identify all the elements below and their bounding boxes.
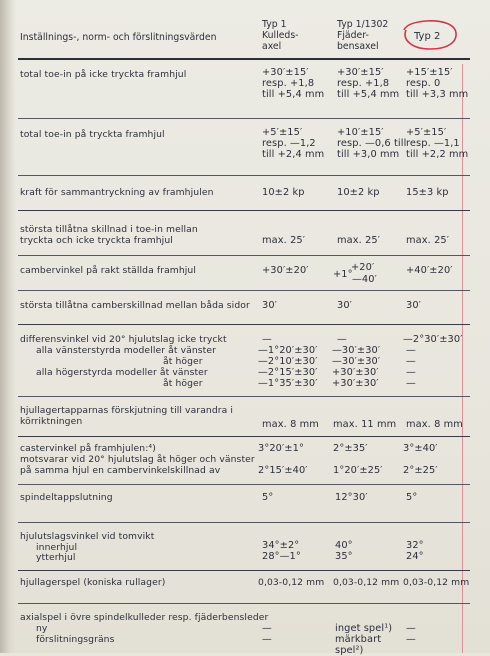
cell: spel²) bbox=[335, 645, 364, 656]
cell: —1°20′±30′ bbox=[258, 345, 318, 356]
row-rule bbox=[18, 570, 470, 571]
cell: max. 25′ bbox=[262, 235, 306, 246]
cell: +30′±20′ bbox=[262, 265, 309, 276]
row-label-arm-offset-1: hjullagertapparnas förskjutning till varandra i bbox=[20, 405, 234, 416]
cell: —2°15′±30′ bbox=[258, 367, 318, 378]
row-rule bbox=[18, 175, 470, 176]
cell: +40′±20′ bbox=[406, 265, 453, 276]
cell: max. 25′ bbox=[406, 235, 450, 246]
cell: —1°35′±30′ bbox=[258, 378, 318, 389]
cell: max. 8 mm bbox=[262, 419, 319, 430]
row-label-compression-force: kraft för sammantryckning av framhjulen bbox=[20, 187, 214, 198]
cell: +15′±15′ bbox=[406, 67, 453, 78]
row-rule bbox=[18, 210, 470, 211]
row-sublabel: förslitningsgräns bbox=[36, 634, 115, 645]
row-label-diff-angle: differensvinkel vid 20° hjulutslag icke tryckt bbox=[20, 334, 227, 345]
cell: resp. +1,8 bbox=[337, 78, 390, 89]
cell: 2°±25′ bbox=[403, 465, 438, 476]
cell: till +3,3 mm bbox=[406, 89, 469, 100]
cell: 3°±40′ bbox=[403, 443, 438, 454]
page-shadow-edge bbox=[0, 0, 16, 653]
col2-header-line2: Fjäder- bbox=[337, 30, 369, 41]
row-rule bbox=[18, 324, 470, 325]
cell: 32° bbox=[406, 540, 424, 551]
row-sublabel: innerhjul bbox=[36, 542, 78, 553]
cell: 5° bbox=[262, 492, 274, 503]
row-rule bbox=[18, 255, 470, 256]
cell: —2°10′±30′ bbox=[258, 356, 318, 367]
row-label-camber-diff: största tillåtna camberskillnad mellan båda sidor bbox=[20, 300, 250, 311]
col2-header-line1: Typ 1/1302 bbox=[337, 19, 389, 30]
cell: —30′±30′ bbox=[332, 356, 381, 367]
cell: till +2,2 mm bbox=[406, 149, 469, 160]
cell: 0,03-0,12 mm bbox=[258, 577, 325, 588]
cell: —2°30′±30′ bbox=[403, 334, 463, 345]
row-rule bbox=[18, 396, 470, 397]
cell: resp. 0 bbox=[406, 78, 441, 89]
cell: 40° bbox=[335, 540, 353, 551]
cell: 30′ bbox=[337, 300, 352, 311]
row-label-caster-3: på samma hjul en cambervinkelskillnad av bbox=[20, 465, 221, 476]
row-sublabel: ytterhjul bbox=[36, 552, 76, 563]
row-label-kingpin: spindeltappslutning bbox=[20, 492, 113, 503]
cell: — bbox=[262, 634, 272, 645]
cell: max. 11 mm bbox=[333, 419, 397, 430]
cell: 34°±2° bbox=[262, 540, 300, 551]
cell: resp. +1,8 bbox=[262, 78, 315, 89]
cell: 3°20′±1° bbox=[258, 443, 304, 454]
row-rule bbox=[18, 290, 470, 291]
cell: — bbox=[262, 334, 272, 345]
row-label-bearing-play: hjullagerspel (koniska rullager) bbox=[20, 577, 166, 588]
cell: +30′±15′ bbox=[262, 67, 309, 78]
row-label-axial-play: axialspel i övre spindelkulleder resp. fjäderbensleder bbox=[20, 612, 269, 623]
cell: +5′±15′ bbox=[406, 127, 447, 138]
cell: +5′±15′ bbox=[262, 127, 303, 138]
col1-header-line1: Typ 1 bbox=[262, 19, 287, 30]
cell: till +5,4 mm bbox=[262, 89, 325, 100]
cell: märkbart bbox=[335, 634, 382, 645]
row-rule bbox=[18, 522, 470, 523]
cell: resp. —0,6 till bbox=[337, 138, 407, 149]
cell: +30′±15′ bbox=[337, 67, 384, 78]
cell: resp. —1,1 bbox=[406, 138, 460, 149]
cell: —30′±30′ bbox=[332, 345, 381, 356]
cell: 2°15′±40′ bbox=[258, 465, 308, 476]
cell: — bbox=[406, 623, 416, 634]
row-label-camber: cambervinkel på rakt ställda framhjul bbox=[20, 265, 197, 276]
row-rule bbox=[18, 603, 470, 604]
cell: max. 25′ bbox=[337, 235, 381, 246]
row-label-arm-offset-2: körriktningen bbox=[20, 416, 83, 427]
col2-header-line3: bensaxel bbox=[337, 41, 379, 52]
cell: 30′ bbox=[262, 300, 277, 311]
cell: inget spel¹) bbox=[335, 623, 393, 634]
row-sublabel: åt höger bbox=[163, 356, 203, 367]
cell: 2°±35′ bbox=[333, 443, 368, 454]
col3-header: Typ 2 bbox=[414, 31, 441, 42]
cell: — bbox=[262, 623, 272, 634]
cell: — bbox=[406, 634, 416, 645]
cell: — bbox=[406, 378, 416, 389]
row-label-turn-angle: hjulutslagsvinkel vid tomvikt bbox=[20, 531, 155, 542]
header-rule bbox=[18, 58, 470, 60]
cell: +30′±30′ bbox=[332, 367, 379, 378]
cell: 24° bbox=[406, 551, 424, 562]
cell: till +2,4 mm bbox=[262, 149, 325, 160]
col1-header-line2: Kulleds- bbox=[262, 30, 299, 41]
cell: 10±2 kp bbox=[337, 187, 380, 198]
cell: 28°—1° bbox=[262, 551, 301, 562]
cell: 30′ bbox=[406, 300, 421, 311]
row-label-toe-diff-2: tryckta och icke tryckta framhjul bbox=[20, 235, 173, 246]
red-circle-annotation bbox=[398, 18, 460, 52]
cell: 0,03-0,12 mm bbox=[403, 577, 470, 588]
row-rule bbox=[18, 118, 470, 119]
row-label-toe-untensioned: total toe-in på icke tryckta framhjul bbox=[20, 69, 187, 80]
cell: +10′±15′ bbox=[337, 127, 384, 138]
cell: — bbox=[406, 356, 416, 367]
cell: max. 8 mm bbox=[406, 419, 463, 430]
col1-header-line3: axel bbox=[262, 41, 282, 52]
row-label-caster-2: motsvarar vid 20° hjulutslag åt höger och vänster bbox=[20, 454, 255, 465]
cell: — bbox=[337, 334, 347, 345]
row-rule bbox=[18, 436, 470, 437]
cell: +30′±30′ bbox=[332, 378, 379, 389]
row-rule bbox=[18, 484, 470, 485]
cell: +20′ bbox=[351, 262, 375, 273]
row-label-toe-diff-1: största tillåtna skillnad i toe-in mellan bbox=[20, 224, 198, 235]
cell: resp. —1,2 bbox=[262, 138, 316, 149]
cell: 15±3 kp bbox=[406, 187, 449, 198]
cell: —40′ bbox=[352, 274, 377, 285]
row-sublabel: alla vänsterstyrda modeller åt vänster bbox=[36, 345, 216, 356]
cell: 10±2 kp bbox=[262, 187, 305, 198]
row-sublabel: alla högerstyrda modeller åt vänster bbox=[36, 367, 208, 378]
cell: 12°30′ bbox=[335, 492, 368, 503]
cell: +1° bbox=[333, 269, 353, 280]
cell: — bbox=[406, 345, 416, 356]
row-label-caster-1: castervinkel på framhjulen:⁴) bbox=[20, 443, 156, 454]
table-title: Inställnings-, norm- och förslitningsvärden bbox=[20, 32, 217, 43]
cell: till +5,4 mm bbox=[337, 89, 400, 100]
cell: 1°20′±25′ bbox=[333, 465, 383, 476]
cell: 5° bbox=[406, 492, 418, 503]
cell: 35° bbox=[335, 551, 353, 562]
cell: — bbox=[406, 367, 416, 378]
row-sublabel: ny bbox=[36, 623, 48, 634]
row-label-toe-pressed: total toe-in på tryckta framhjul bbox=[20, 129, 165, 140]
row-sublabel: åt höger bbox=[163, 378, 203, 389]
cell: 0,03-0,12 mm bbox=[333, 577, 400, 588]
cell: till +3,0 mm bbox=[337, 149, 400, 160]
